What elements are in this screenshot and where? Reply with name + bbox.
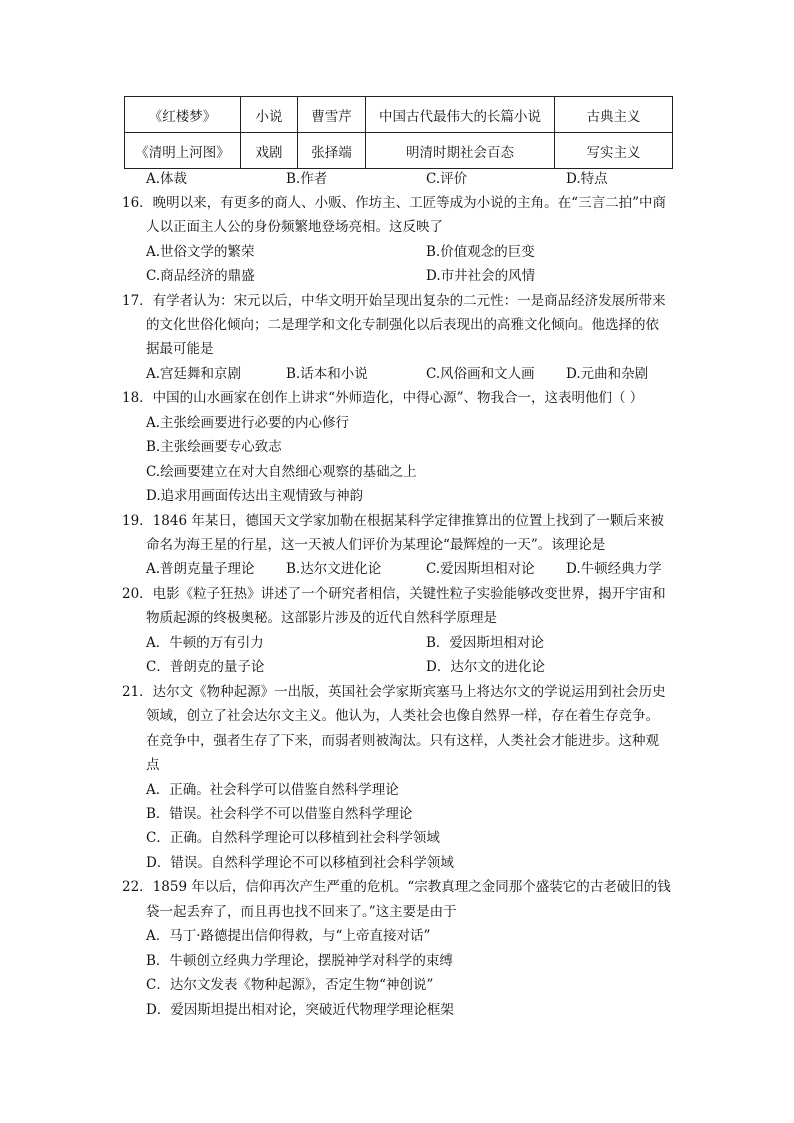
table-cell: 中国古代最伟大的长篇小说: [366, 97, 555, 133]
table-cell: 戏剧: [241, 133, 298, 169]
literature-art-table: [124, 96, 673, 169]
option-b: B.作者: [286, 171, 328, 187]
question-text: 19．1846 年某日，德国天文学家加勒在根据某科学定律推算出的位置上找到了一颗后来被: [122, 513, 664, 529]
option-a: A.普朗克量子理论: [146, 561, 255, 577]
option-d: D.追求用画面传达出主观情致与神韵: [146, 488, 364, 504]
table-row: [125, 133, 673, 169]
option-d: D.元曲和杂剧: [566, 366, 649, 382]
option-b: B.达尔文进化论: [286, 561, 382, 577]
question-text: 的文化世俗化倾向；二是理学和文化专制强化以后表现出的高雅文化倾向。他选择的依: [146, 317, 659, 333]
question-text: 据最可能是: [146, 341, 214, 357]
option-b: B．爱因斯坦相对论: [426, 635, 544, 651]
option-c: C.评价: [426, 171, 468, 187]
table-cell: 写实主义: [555, 133, 673, 169]
question-text: 物质起源的终极奥秘。这部影片涉及的近代自然科学原理是: [146, 610, 497, 626]
option-b: B.价值观念的巨变: [426, 244, 535, 260]
option-c: C．达尔文发表《物种起源》，否定生物“神创说”: [146, 977, 434, 993]
question-text: 22．1859 年以后，信仰再次产生严重的危机。“宗教真理之金同那个盛装它的古老破旧的钱: [122, 879, 671, 895]
option-c: C.商品经济的鼎盛: [146, 268, 255, 284]
question-text: 点: [146, 757, 160, 773]
option-c: C.风俗画和文人画: [426, 366, 535, 382]
table-cell: 《清明上河图》: [125, 133, 241, 169]
table-cell: 《红楼梦》: [125, 97, 241, 133]
table-cell: 小说: [241, 97, 298, 133]
table-cell: 明清时期社会百态: [366, 133, 555, 169]
option-d: D.特点: [566, 171, 608, 187]
question-text: 领域，创立了社会达尔文主义。他认为，人类社会也像自然界一样，存在着生存竞争。: [146, 708, 659, 724]
option-b: B.主张绘画要专心致志: [146, 439, 282, 455]
question-text: 17．有学者认为：宋元以后，中华文明开始呈现出复杂的二元性：一是商品经济发展所带来: [122, 293, 666, 309]
option-a: A.主张绘画要进行必要的内心修行: [146, 415, 350, 431]
option-b: B.话本和小说: [286, 366, 368, 382]
option-d: D．爱因斯坦提出相对论，突破近代物理学理论框架: [146, 1002, 454, 1018]
option-c: C.绘画要建立在对大自然细心观察的基础之上: [146, 464, 417, 480]
option-a: A.体裁: [146, 171, 188, 187]
question-text: 人以正面主人公的身份频繁地登场亮相。这反映了: [146, 219, 443, 235]
option-d: D.牛顿经典力学: [566, 561, 662, 577]
question-text: 16．晚明以来，有更多的商人、小贩、作坊主、工匠等成为小说的主角。在“三言二拍”中商: [122, 195, 666, 211]
option-c: C．正确。自然科学理论可以移植到社会科学领域: [146, 830, 440, 846]
option-b: B．牛顿创立经典力学理论，摆脱神学对科学的束缚: [146, 953, 453, 969]
question-text: 袋一起丢弃了，而且再也找不回来了。”这主要是由于: [146, 904, 457, 920]
option-a: A．正确。社会科学可以借鉴自然科学理论: [146, 782, 399, 798]
option-d: D.市井社会的风情: [426, 268, 536, 284]
option-b: B．错误。社会科学不可以借鉴自然科学理论: [146, 806, 413, 822]
question-text: 21．达尔文《物种起源》一出版，英国社会学家斯宾塞马上将达尔文的学说运用到社会历史: [122, 684, 666, 700]
option-d: D．达尔文的进化论: [426, 659, 545, 675]
option-a: A.世俗文学的繁荣: [146, 244, 255, 260]
option-c: C.爱因斯坦相对论: [426, 561, 535, 577]
question-text: 18．中国的山水画家在创作上讲求“外师造化，中得心源”、物我合一，这表明他们（ ）: [122, 390, 644, 406]
table-cell: 张择端: [298, 133, 366, 169]
option-a: A．牛顿的万有引力: [146, 635, 264, 651]
option-d: D．错误。自然科学理论不可以移植到社会科学领域: [146, 855, 454, 871]
table-row: [125, 97, 673, 133]
table-cell: 古典主义: [555, 97, 673, 133]
option-a: A．马丁·路德提出信仰得救，与“上帝直接对话”: [146, 928, 431, 944]
option-c: C．普朗克的量子论: [146, 659, 265, 675]
question-text: 在竞争中，强者生存了下来，而弱者则被淘汰。只有这样，人类社会才能进步。这种观: [146, 733, 659, 749]
question-text: 20．电影《粒子狂热》讲述了一个研究者相信，关键性粒子实验能够改变世界，揭开宇宙和: [122, 586, 666, 602]
table-cell: 曹雪芹: [298, 97, 366, 133]
option-a: A.宫廷舞和京剧: [146, 366, 242, 382]
question-text: 命名为海王星的行星，这一天被人们评价为某理论“最辉煌的一天”。该理论是: [146, 537, 606, 553]
